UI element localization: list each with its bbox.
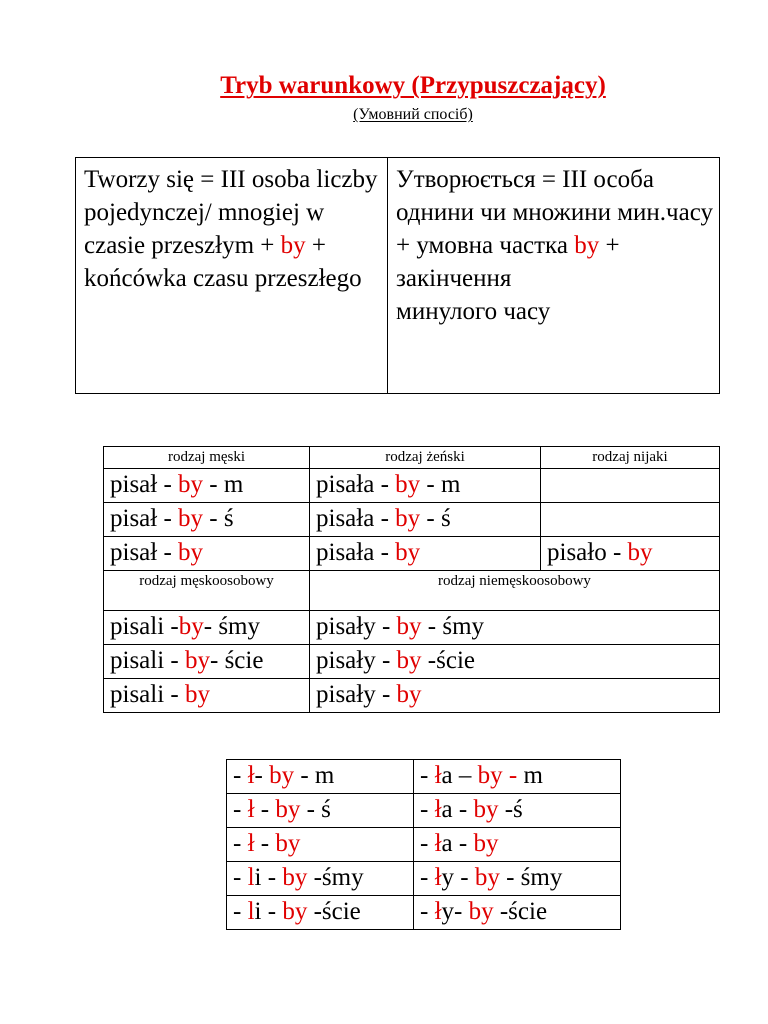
ending-segment: ł xyxy=(247,796,255,823)
verb-form: pisali - xyxy=(110,647,185,674)
ending-row xyxy=(227,828,621,862)
personal-ending: - śmy xyxy=(421,613,485,640)
personal-ending: - m xyxy=(203,471,244,498)
verb-form: pisała - xyxy=(316,471,396,498)
header-masculine: rodzaj męski xyxy=(104,447,310,469)
verb-form: pisały - xyxy=(316,613,397,640)
conjugation-row xyxy=(104,503,720,537)
verb-form: pisało - xyxy=(547,539,628,566)
ending-segment: by xyxy=(269,762,295,789)
personal-ending: - ś xyxy=(203,505,234,532)
personal-ending: - ś xyxy=(420,505,451,532)
conjugation-cell xyxy=(104,537,310,571)
particle-by: by xyxy=(178,471,204,498)
conjugation-cell xyxy=(310,469,541,503)
ending-cell xyxy=(227,828,414,862)
ending-segment: m xyxy=(523,762,543,789)
ending-segment: -śmy xyxy=(307,864,364,891)
ending-segment: y- xyxy=(441,898,469,925)
definition-polish-text-end: + końcówka czasu przeszłego xyxy=(84,232,362,292)
ending-segment: by xyxy=(473,830,499,857)
verb-form: pisał - xyxy=(110,539,179,566)
ending-segment: - xyxy=(502,762,524,789)
ending-segment: ł xyxy=(247,830,255,857)
conjugation-cell xyxy=(541,503,720,537)
particle-by: by xyxy=(395,505,421,532)
verb-form: pisali - xyxy=(110,613,179,640)
ending-segment: - xyxy=(420,796,435,823)
conjugation-cell xyxy=(541,469,720,503)
ending-segment: ł xyxy=(247,762,255,789)
ending-segment: by xyxy=(474,864,500,891)
ending-cell xyxy=(414,760,621,794)
ending-segment: l xyxy=(247,864,255,891)
definition-ukrainian-last-line: минулого часу xyxy=(396,298,551,325)
ending-segment: - śmy xyxy=(499,864,563,891)
ending-segment: ł xyxy=(434,864,442,891)
plural-rows xyxy=(104,611,720,713)
conjugation-cell xyxy=(541,537,720,571)
conjugation-row xyxy=(104,645,720,679)
personal-ending: - ście xyxy=(210,647,264,674)
ending-segment: - ś xyxy=(300,796,331,823)
ending-segment: - xyxy=(420,830,435,857)
definition-ukrainian-text: Утворюється = III особа однини чи множини мин.часу + умовна частка xyxy=(396,166,713,259)
ending-segment: a - xyxy=(441,796,474,823)
particle-by: by xyxy=(396,681,422,708)
definition-ukrainian xyxy=(388,158,720,394)
particle-by: by xyxy=(396,613,422,640)
ending-segment: a - xyxy=(441,830,474,857)
personal-ending: - m xyxy=(420,471,461,498)
page-title: Tryb warunkowy (Przypuszczający) xyxy=(220,72,606,99)
conjugation-cell xyxy=(104,645,310,679)
page-subtitle: (Умовний спосіб) xyxy=(353,106,473,123)
ending-segment: by xyxy=(468,898,494,925)
particle-by: by xyxy=(395,539,421,566)
ending-segment: by xyxy=(477,762,503,789)
ending-cell xyxy=(227,794,414,828)
verb-form: pisali - xyxy=(110,681,185,708)
ending-segment: - xyxy=(233,796,248,823)
definition-polish-text: Tworzy się = III osoba liczby pojedynczej/ mnogiej w czasie przeszłym + xyxy=(84,166,378,259)
ending-segment: ł xyxy=(434,898,442,925)
conjugation-cell xyxy=(310,537,541,571)
conjugation-row xyxy=(104,537,720,571)
conjugation-plural-header-row xyxy=(104,571,720,611)
endings-rows xyxy=(227,760,621,930)
header-masculine-personal: rodzaj męskoosobowy xyxy=(104,571,310,611)
particle-by: by xyxy=(574,232,600,259)
ending-segment: - xyxy=(233,864,248,891)
definition-table xyxy=(75,157,720,394)
conjugation-cell xyxy=(310,679,720,713)
verb-form: pisały - xyxy=(316,681,397,708)
ending-cell xyxy=(414,896,621,930)
particle-by: by xyxy=(627,539,653,566)
ending-cell xyxy=(227,760,414,794)
ending-segment: ł xyxy=(434,762,442,789)
conjugation-row xyxy=(104,469,720,503)
ending-cell xyxy=(414,794,621,828)
ending-segment: - xyxy=(254,796,276,823)
header-feminine: rodzaj żeński xyxy=(310,447,541,469)
personal-ending: - śmy xyxy=(203,613,260,640)
ending-segment: -ście xyxy=(307,898,361,925)
ending-segment: i - xyxy=(254,864,283,891)
conjugation-cell xyxy=(310,503,541,537)
ending-segment: - xyxy=(420,864,435,891)
conjugation-cell xyxy=(104,469,310,503)
conjugation-cell xyxy=(310,645,720,679)
conjugation-cell xyxy=(104,611,310,645)
verb-form: pisała - xyxy=(316,505,396,532)
conjugation-header-row xyxy=(104,447,720,469)
particle-by: by xyxy=(178,539,204,566)
ending-segment: by xyxy=(275,796,301,823)
ending-segment: - xyxy=(420,762,435,789)
ending-segment: - xyxy=(233,762,248,789)
ending-segment: a – xyxy=(441,762,478,789)
ending-segment: -ście xyxy=(493,898,548,925)
particle-by: by xyxy=(185,681,210,708)
verb-form: pisał - xyxy=(110,505,179,532)
ending-cell xyxy=(227,896,414,930)
ending-segment: - xyxy=(233,830,248,857)
verb-form: pisały - xyxy=(316,647,397,674)
particle-by: by xyxy=(178,505,204,532)
ending-cell xyxy=(414,828,621,862)
ending-segment: - xyxy=(254,762,270,789)
ending-cell xyxy=(414,862,621,896)
conjugation-row xyxy=(104,679,720,713)
definition-ukrainian-text-end: + закінчення xyxy=(396,232,620,292)
singular-rows xyxy=(104,469,720,571)
particle-by: by xyxy=(185,647,210,674)
ending-segment: ł xyxy=(434,796,442,823)
endings-table xyxy=(226,759,621,930)
particle-by: by xyxy=(280,232,306,259)
particle-by: by xyxy=(396,647,422,674)
ending-row xyxy=(227,862,621,896)
ending-segment: by xyxy=(473,796,499,823)
ending-segment: i - xyxy=(254,898,283,925)
ending-segment: by xyxy=(282,898,308,925)
header-neuter: rodzaj nijaki xyxy=(541,447,720,469)
ending-row xyxy=(227,896,621,930)
ending-segment: -ś xyxy=(498,796,523,823)
verb-form: pisał - xyxy=(110,471,179,498)
ending-segment: - xyxy=(420,898,435,925)
header-non-masculine-personal: rodzaj niemęskoosobowy xyxy=(310,571,720,611)
ending-segment: - xyxy=(233,898,248,925)
conjugation-table xyxy=(103,446,720,713)
ending-cell xyxy=(227,862,414,896)
definition-row xyxy=(76,158,720,394)
ending-segment: ł xyxy=(434,830,442,857)
ending-segment: by xyxy=(275,830,301,857)
ending-segment: l xyxy=(247,898,255,925)
conjugation-cell xyxy=(310,611,720,645)
particle-by: by xyxy=(395,471,421,498)
ending-segment: - m xyxy=(294,762,335,789)
conjugation-cell xyxy=(104,679,310,713)
particle-by: by xyxy=(178,613,204,640)
ending-row xyxy=(227,760,621,794)
definition-polish xyxy=(76,158,388,394)
conjugation-cell xyxy=(104,503,310,537)
ending-row xyxy=(227,794,621,828)
ending-segment: y - xyxy=(441,864,475,891)
personal-ending: -ście xyxy=(421,647,475,674)
conjugation-row xyxy=(104,611,720,645)
ending-segment: by xyxy=(282,864,308,891)
verb-form: pisała - xyxy=(316,539,396,566)
ending-segment: - xyxy=(254,830,276,857)
